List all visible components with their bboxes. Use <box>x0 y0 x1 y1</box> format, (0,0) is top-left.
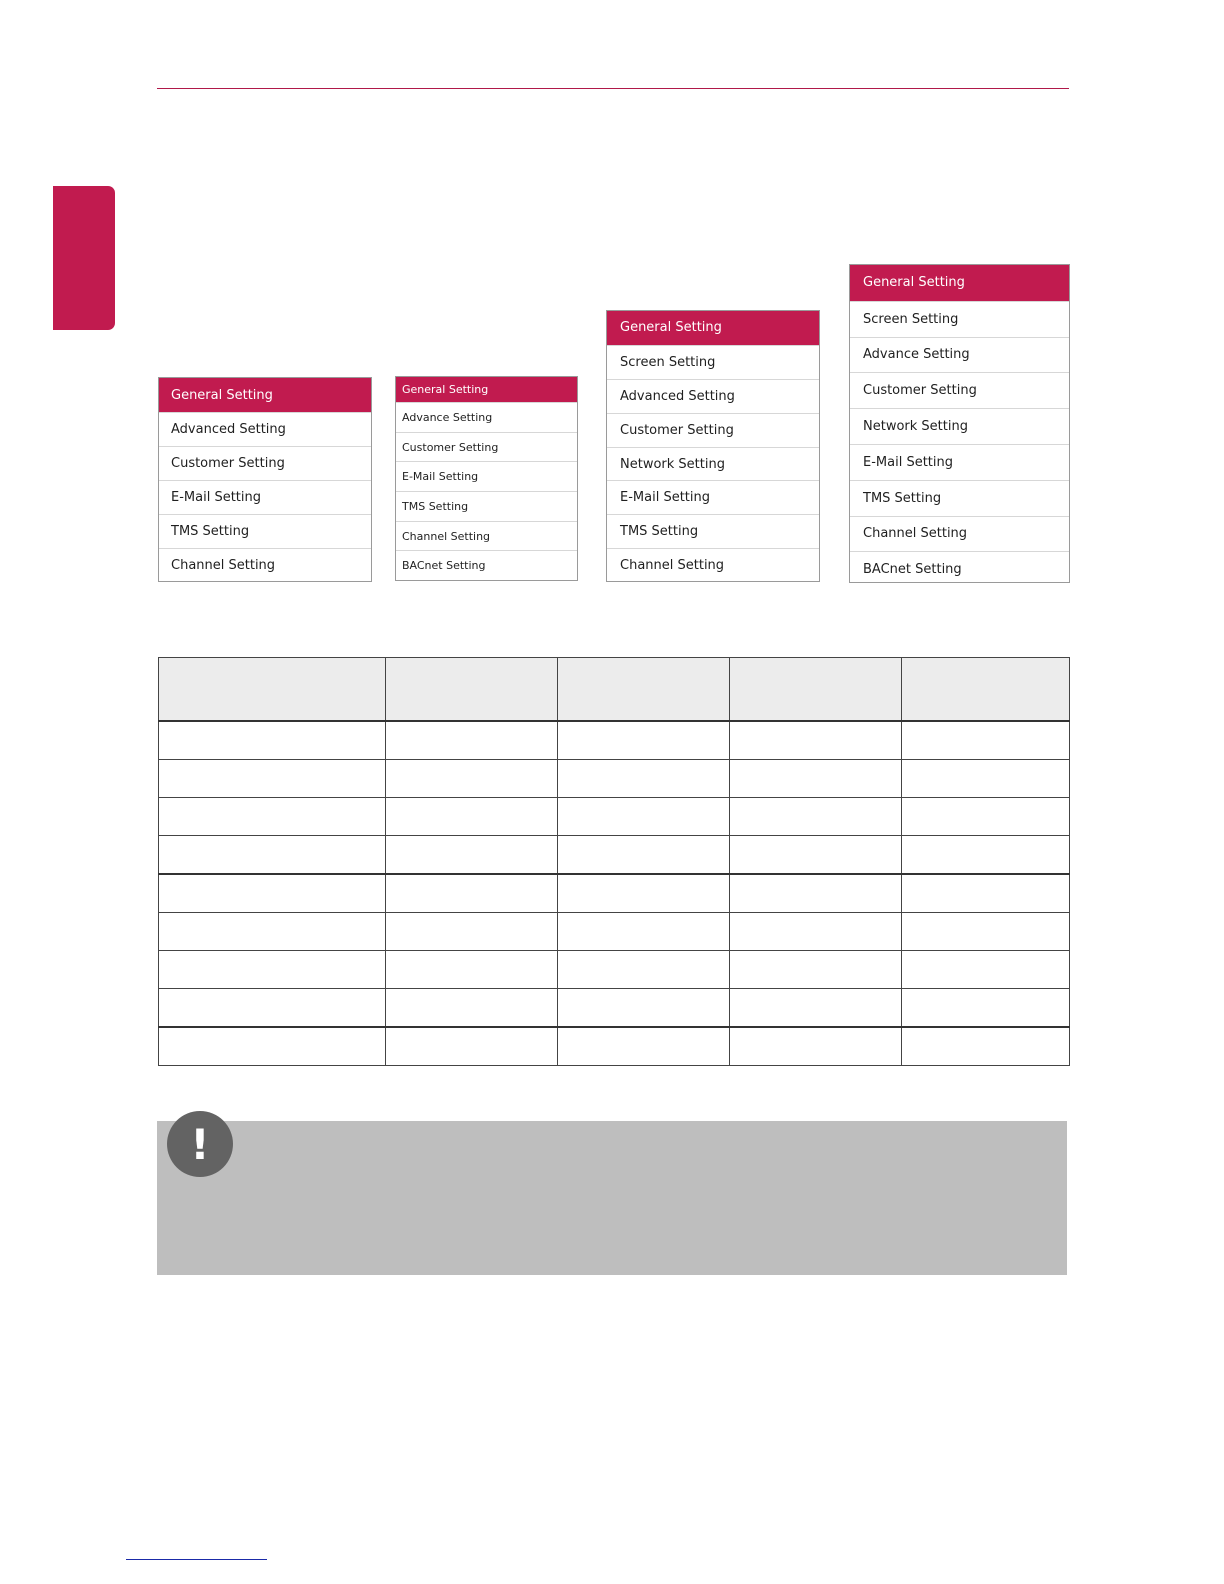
table-cell <box>386 1027 558 1066</box>
menu-item-email-setting[interactable]: E-Mail Setting <box>850 444 1069 480</box>
table-row <box>159 989 1070 1028</box>
footer-link-underline[interactable] <box>126 1559 267 1560</box>
table-cell <box>386 874 558 913</box>
table-cell <box>558 836 730 875</box>
table-header-cell <box>730 658 902 722</box>
menu-item-tms-setting[interactable]: TMS Setting <box>850 480 1069 516</box>
settings-menu-3 <box>606 310 820 582</box>
exclamation-icon: ! <box>167 1111 233 1177</box>
menu-item-advance-setting[interactable]: Advance Setting <box>396 402 577 432</box>
table-cell <box>386 951 558 989</box>
menu-item-tms-setting[interactable]: TMS Setting <box>396 491 577 521</box>
table-cell <box>159 1027 386 1066</box>
table-cell <box>902 989 1070 1028</box>
table-cell <box>159 836 386 875</box>
menu-item-channel-setting[interactable]: Channel Setting <box>850 516 1069 552</box>
table-cell <box>730 951 902 989</box>
table-cell <box>558 874 730 913</box>
table-cell <box>558 989 730 1028</box>
table-row <box>159 913 1070 951</box>
table-cell <box>730 989 902 1028</box>
table-header-cell <box>902 658 1070 722</box>
table-cell <box>730 760 902 798</box>
menu-item-advanced-setting[interactable]: Advanced Setting <box>159 412 371 446</box>
table-row <box>159 951 1070 989</box>
table-header-cell <box>386 658 558 722</box>
menu-item-advance-setting[interactable]: Advance Setting <box>850 337 1069 373</box>
table-cell <box>558 798 730 836</box>
table-cell <box>902 836 1070 875</box>
note-box <box>157 1121 1067 1275</box>
table-cell <box>159 874 386 913</box>
menu-item-customer-setting[interactable]: Customer Setting <box>607 413 819 447</box>
table-cell <box>159 913 386 951</box>
table-cell <box>386 836 558 875</box>
table-cell <box>902 1027 1070 1066</box>
table-cell <box>558 760 730 798</box>
menu-item-advanced-setting[interactable]: Advanced Setting <box>607 379 819 413</box>
table-row <box>159 760 1070 798</box>
table-header-cell <box>558 658 730 722</box>
menu-item-customer-setting[interactable]: Customer Setting <box>396 432 577 462</box>
menu-item-general-setting[interactable]: General Setting <box>396 377 577 402</box>
table-header-cell <box>159 658 386 722</box>
menu-item-customer-setting[interactable]: Customer Setting <box>159 446 371 480</box>
menu-item-email-setting[interactable]: E-Mail Setting <box>159 480 371 514</box>
menu-item-email-setting[interactable]: E-Mail Setting <box>396 461 577 491</box>
table-row <box>159 874 1070 913</box>
table-cell <box>159 798 386 836</box>
table-cell <box>902 760 1070 798</box>
table-cell <box>558 913 730 951</box>
table-cell <box>159 951 386 989</box>
menu-item-screen-setting[interactable]: Screen Setting <box>850 301 1069 337</box>
language-side-tab <box>53 186 115 330</box>
table-cell <box>730 836 902 875</box>
table-cell <box>902 798 1070 836</box>
menu-item-channel-setting[interactable]: Channel Setting <box>607 548 819 582</box>
menu-item-bacnet-setting[interactable]: BACnet Setting <box>396 550 577 580</box>
table-cell <box>730 874 902 913</box>
menu-item-customer-setting[interactable]: Customer Setting <box>850 372 1069 408</box>
table-cell <box>902 721 1070 760</box>
table-cell <box>902 874 1070 913</box>
settings-menu-2 <box>395 376 578 581</box>
table-cell <box>558 951 730 989</box>
comparison-table <box>158 657 1070 1066</box>
menu-item-general-setting[interactable]: General Setting <box>850 265 1069 301</box>
table-row <box>159 798 1070 836</box>
menu-item-tms-setting[interactable]: TMS Setting <box>607 514 819 548</box>
table-cell <box>386 913 558 951</box>
menu-item-network-setting[interactable]: Network Setting <box>607 447 819 481</box>
table-row <box>159 836 1070 875</box>
table-cell <box>730 721 902 760</box>
table-row <box>159 721 1070 760</box>
settings-menu-1 <box>158 377 372 582</box>
table-cell <box>730 798 902 836</box>
table-header-row <box>159 658 1070 722</box>
table-cell <box>386 989 558 1028</box>
menu-item-channel-setting[interactable]: Channel Setting <box>396 521 577 551</box>
table-cell <box>730 913 902 951</box>
header-rule <box>157 88 1069 89</box>
table-cell <box>159 989 386 1028</box>
settings-menu-4 <box>849 264 1070 583</box>
menu-item-tms-setting[interactable]: TMS Setting <box>159 514 371 548</box>
menu-item-email-setting[interactable]: E-Mail Setting <box>607 480 819 514</box>
table-row <box>159 1027 1070 1066</box>
table-cell <box>159 760 386 798</box>
table-cell <box>159 721 386 760</box>
menu-item-bacnet-setting[interactable]: BACnet Setting <box>850 551 1069 587</box>
table-cell <box>902 951 1070 989</box>
table-cell <box>730 1027 902 1066</box>
menu-item-general-setting[interactable]: General Setting <box>607 311 819 345</box>
table-cell <box>386 721 558 760</box>
table-cell <box>558 1027 730 1066</box>
table-cell <box>902 913 1070 951</box>
table-cell <box>558 721 730 760</box>
menu-item-channel-setting[interactable]: Channel Setting <box>159 548 371 582</box>
table-cell <box>386 798 558 836</box>
menu-item-screen-setting[interactable]: Screen Setting <box>607 345 819 379</box>
menu-item-network-setting[interactable]: Network Setting <box>850 408 1069 444</box>
table-cell <box>386 760 558 798</box>
menu-item-general-setting[interactable]: General Setting <box>159 378 371 412</box>
